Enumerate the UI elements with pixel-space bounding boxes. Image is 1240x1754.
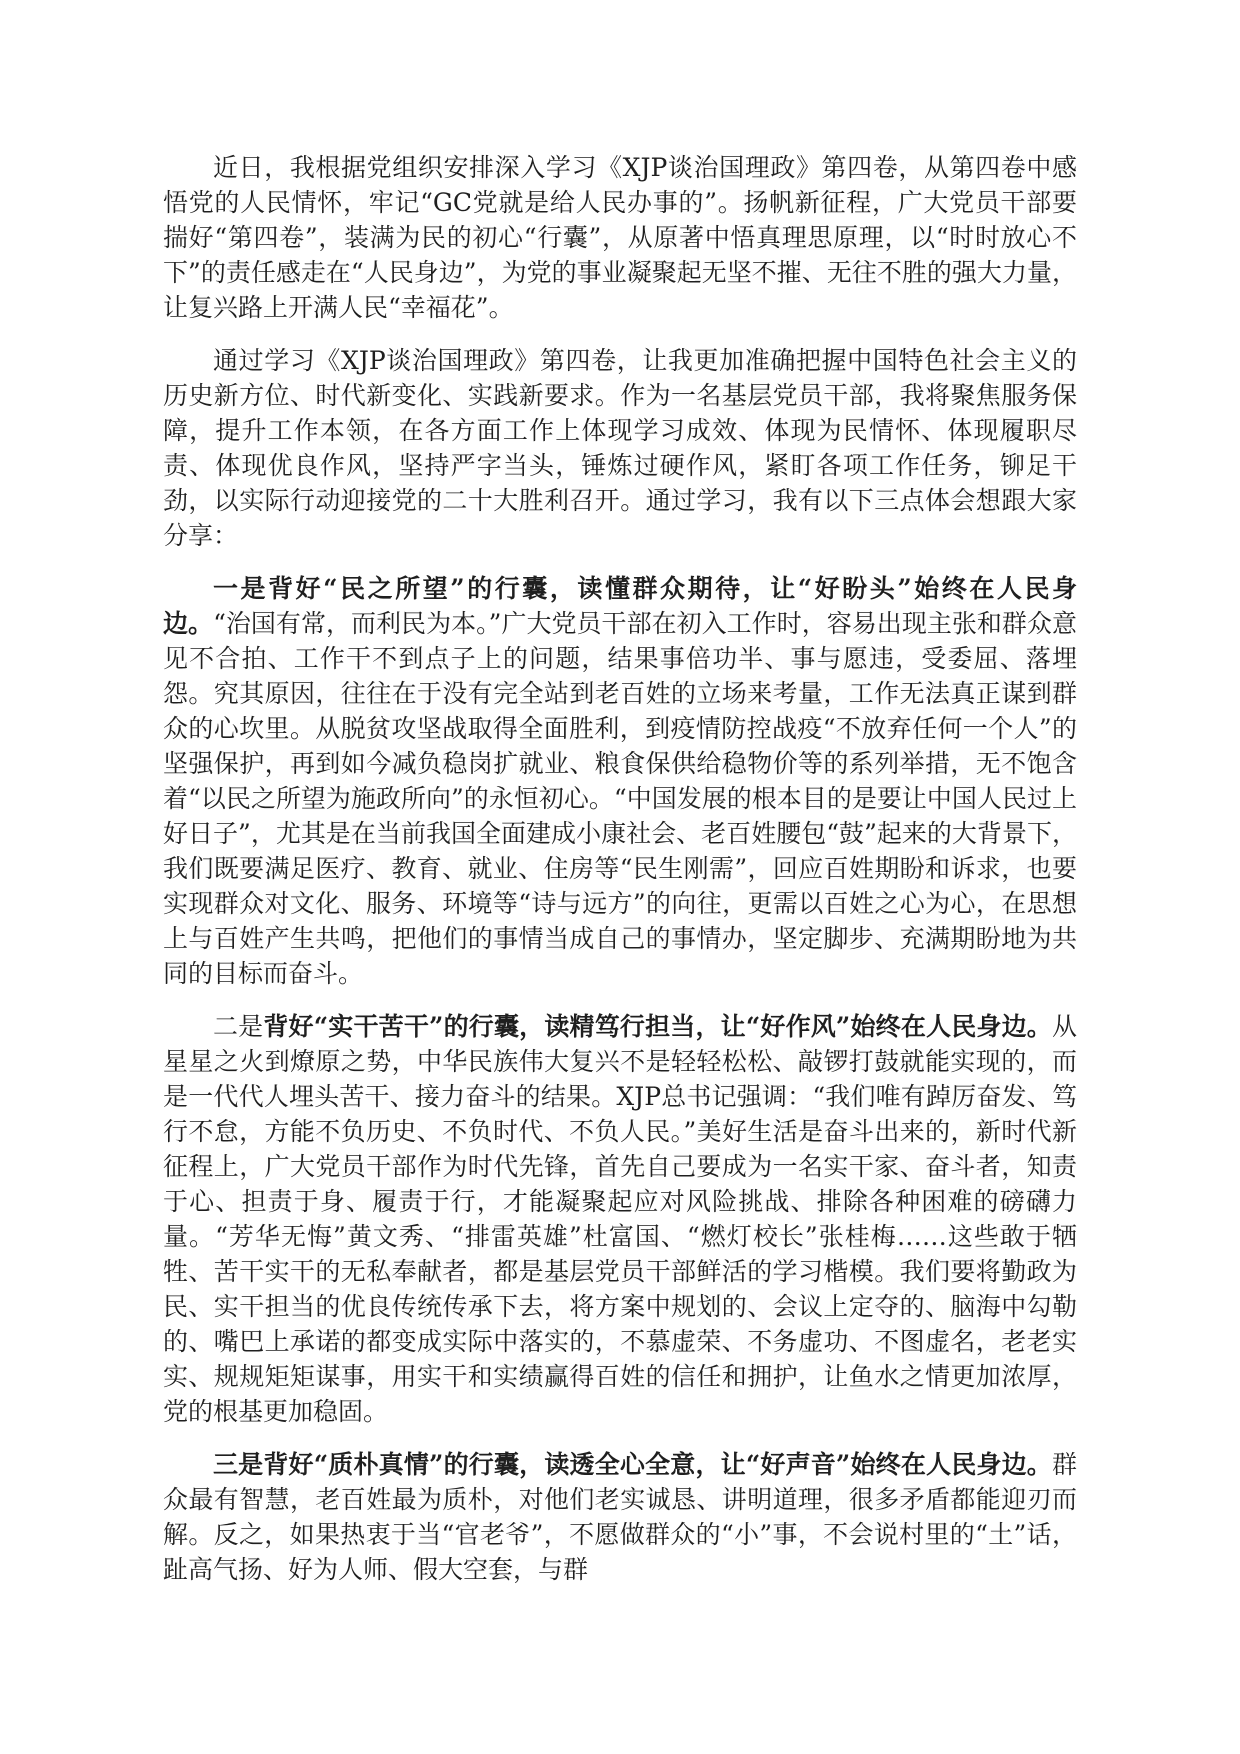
paragraph-text: 群众最有智慧，老百姓最为质朴，对他们老实诚恳、讲明道理，很多矛盾都能迎刃而解。反之，如果热衷于当“官老爷”，不愿做群众的“小”事，不会说村里的“土”话，趾高气扬、好为人师、假大空套，与群	[163, 1450, 1077, 1584]
document-page	[163, 150, 1077, 1605]
paragraph-text: 近日，我根据党组织安排深入学习《XJP谈治国理政》第四卷，从第四卷中感悟党的人民情怀，牢记“GC党就是给人民办事的”。扬帆新征程，广大党员干部要揣好“第四卷”，装满为民的初心“行囊”，从原著中悟真理思原理，以“时时放心不下”的责任感走在“人民身边”，为党的事业凝聚起无坚不摧、无往不胜的强大力量，让复兴路上开满人民“幸福花”。	[163, 153, 1077, 322]
paragraph-point-two	[163, 1009, 1077, 1429]
paragraph-study	[163, 343, 1077, 553]
paragraph-lead: 三是背好“质朴真情”的行囊，读透全心全意，让“好声音”始终在人民身边。	[213, 1450, 1052, 1479]
paragraph-point-three	[163, 1447, 1077, 1587]
paragraph-text: “治国有常，而利民为本。”广大党员干部在初入工作时，容易出现主张和群众意见不合拍、工作干不到点子上的问题，结果事倍功半、事与愿违，受委屈、落埋怨。究其原因，往往在于没有完全站到老百姓的立场来考量，工作无法真正谋到群众的心坎里。从脱贫攻坚战取得全面胜利，到疫情防控战疫“不放弃任何一个人”的坚强保护，再到如今减负稳岗扩就业、粮食保供给稳物价等的系列举措，无不饱含着“以民之所望为施政所向”的永恒初心。“中国发展的根本目的是要让中国人民过上好日子”，尤其是在当前我国全面建成小康社会、老百姓腰包“鼓”起来的大背景下，我们既要满足医疗、教育、就业、住房等“民生刚需”，回应百姓期盼和诉求，也要实现群众对文化、服务、环境等“诗与远方”的向往，更需以百姓之心为心，在思想上与百姓产生共鸣，把他们的事情当成自己的事情办，坚定脚步、充满期盼地为共同的目标而奋斗。	[163, 609, 1077, 988]
paragraph-lead: 一是背好“民之所望”的行囊，读懂群众期待，让“好盼头”始终在人民身边。	[163, 574, 1077, 638]
paragraph-lead-prefix: 二是	[213, 1012, 264, 1041]
paragraph-point-one	[163, 571, 1077, 991]
paragraph-text: 从星星之火到燎原之势，中华民族伟大复兴不是轻轻松松、敲锣打鼓就能实现的，而是一代代人埋头苦干、接力奋斗的结果。XJP总书记强调：“我们唯有踔厉奋发、笃行不怠，方能不负历史、不负时代、不负人民。”美好生活是奋斗出来的，新时代新征程上，广大党员干部作为时代先锋，首先自己要成为一名实干家、奋斗者，知责于心、担责于身、履责于行，才能凝聚起应对风险挑战、排除各种困难的磅礴力量。“芳华无悔”黄文秀、“排雷英雄”杜富国、“燃灯校长”张桂梅……这些敢于牺牲、苦干实干的无私奉献者，都是基层党员干部鲜活的学习楷模。我们要将勤政为民、实干担当的优良传统传承下去，将方案中规划的、会议上定夺的、脑海中勾勒的、嘴巴上承诺的都变成实际中落实的，不慕虚荣、不务虚功、不图虚名，老老实实、规规矩矩谋事，用实干和实绩赢得百姓的信任和拥护，让鱼水之情更加浓厚，党的根基更加稳固。	[163, 1012, 1077, 1426]
paragraph-lead: 背好“实干苦干”的行囊，读精笃行担当，让“好作风”始终在人民身边。	[263, 1012, 1052, 1041]
paragraph-text: 通过学习《XJP谈治国理政》第四卷，让我更加准确把握中国特色社会主义的历史新方位、时代新变化、实践新要求。作为一名基层党员干部，我将聚焦服务保障，提升工作本领，在各方面工作上体现学习成效、体现为民情怀、体现履职尽责、体现优良作风，坚持严字当头，锤炼过硬作风，紧盯各项工作任务，铆足干劲，以实际行动迎接党的二十大胜利召开。通过学习，我有以下三点体会想跟大家分享：	[163, 346, 1077, 550]
paragraph-intro	[163, 150, 1077, 325]
